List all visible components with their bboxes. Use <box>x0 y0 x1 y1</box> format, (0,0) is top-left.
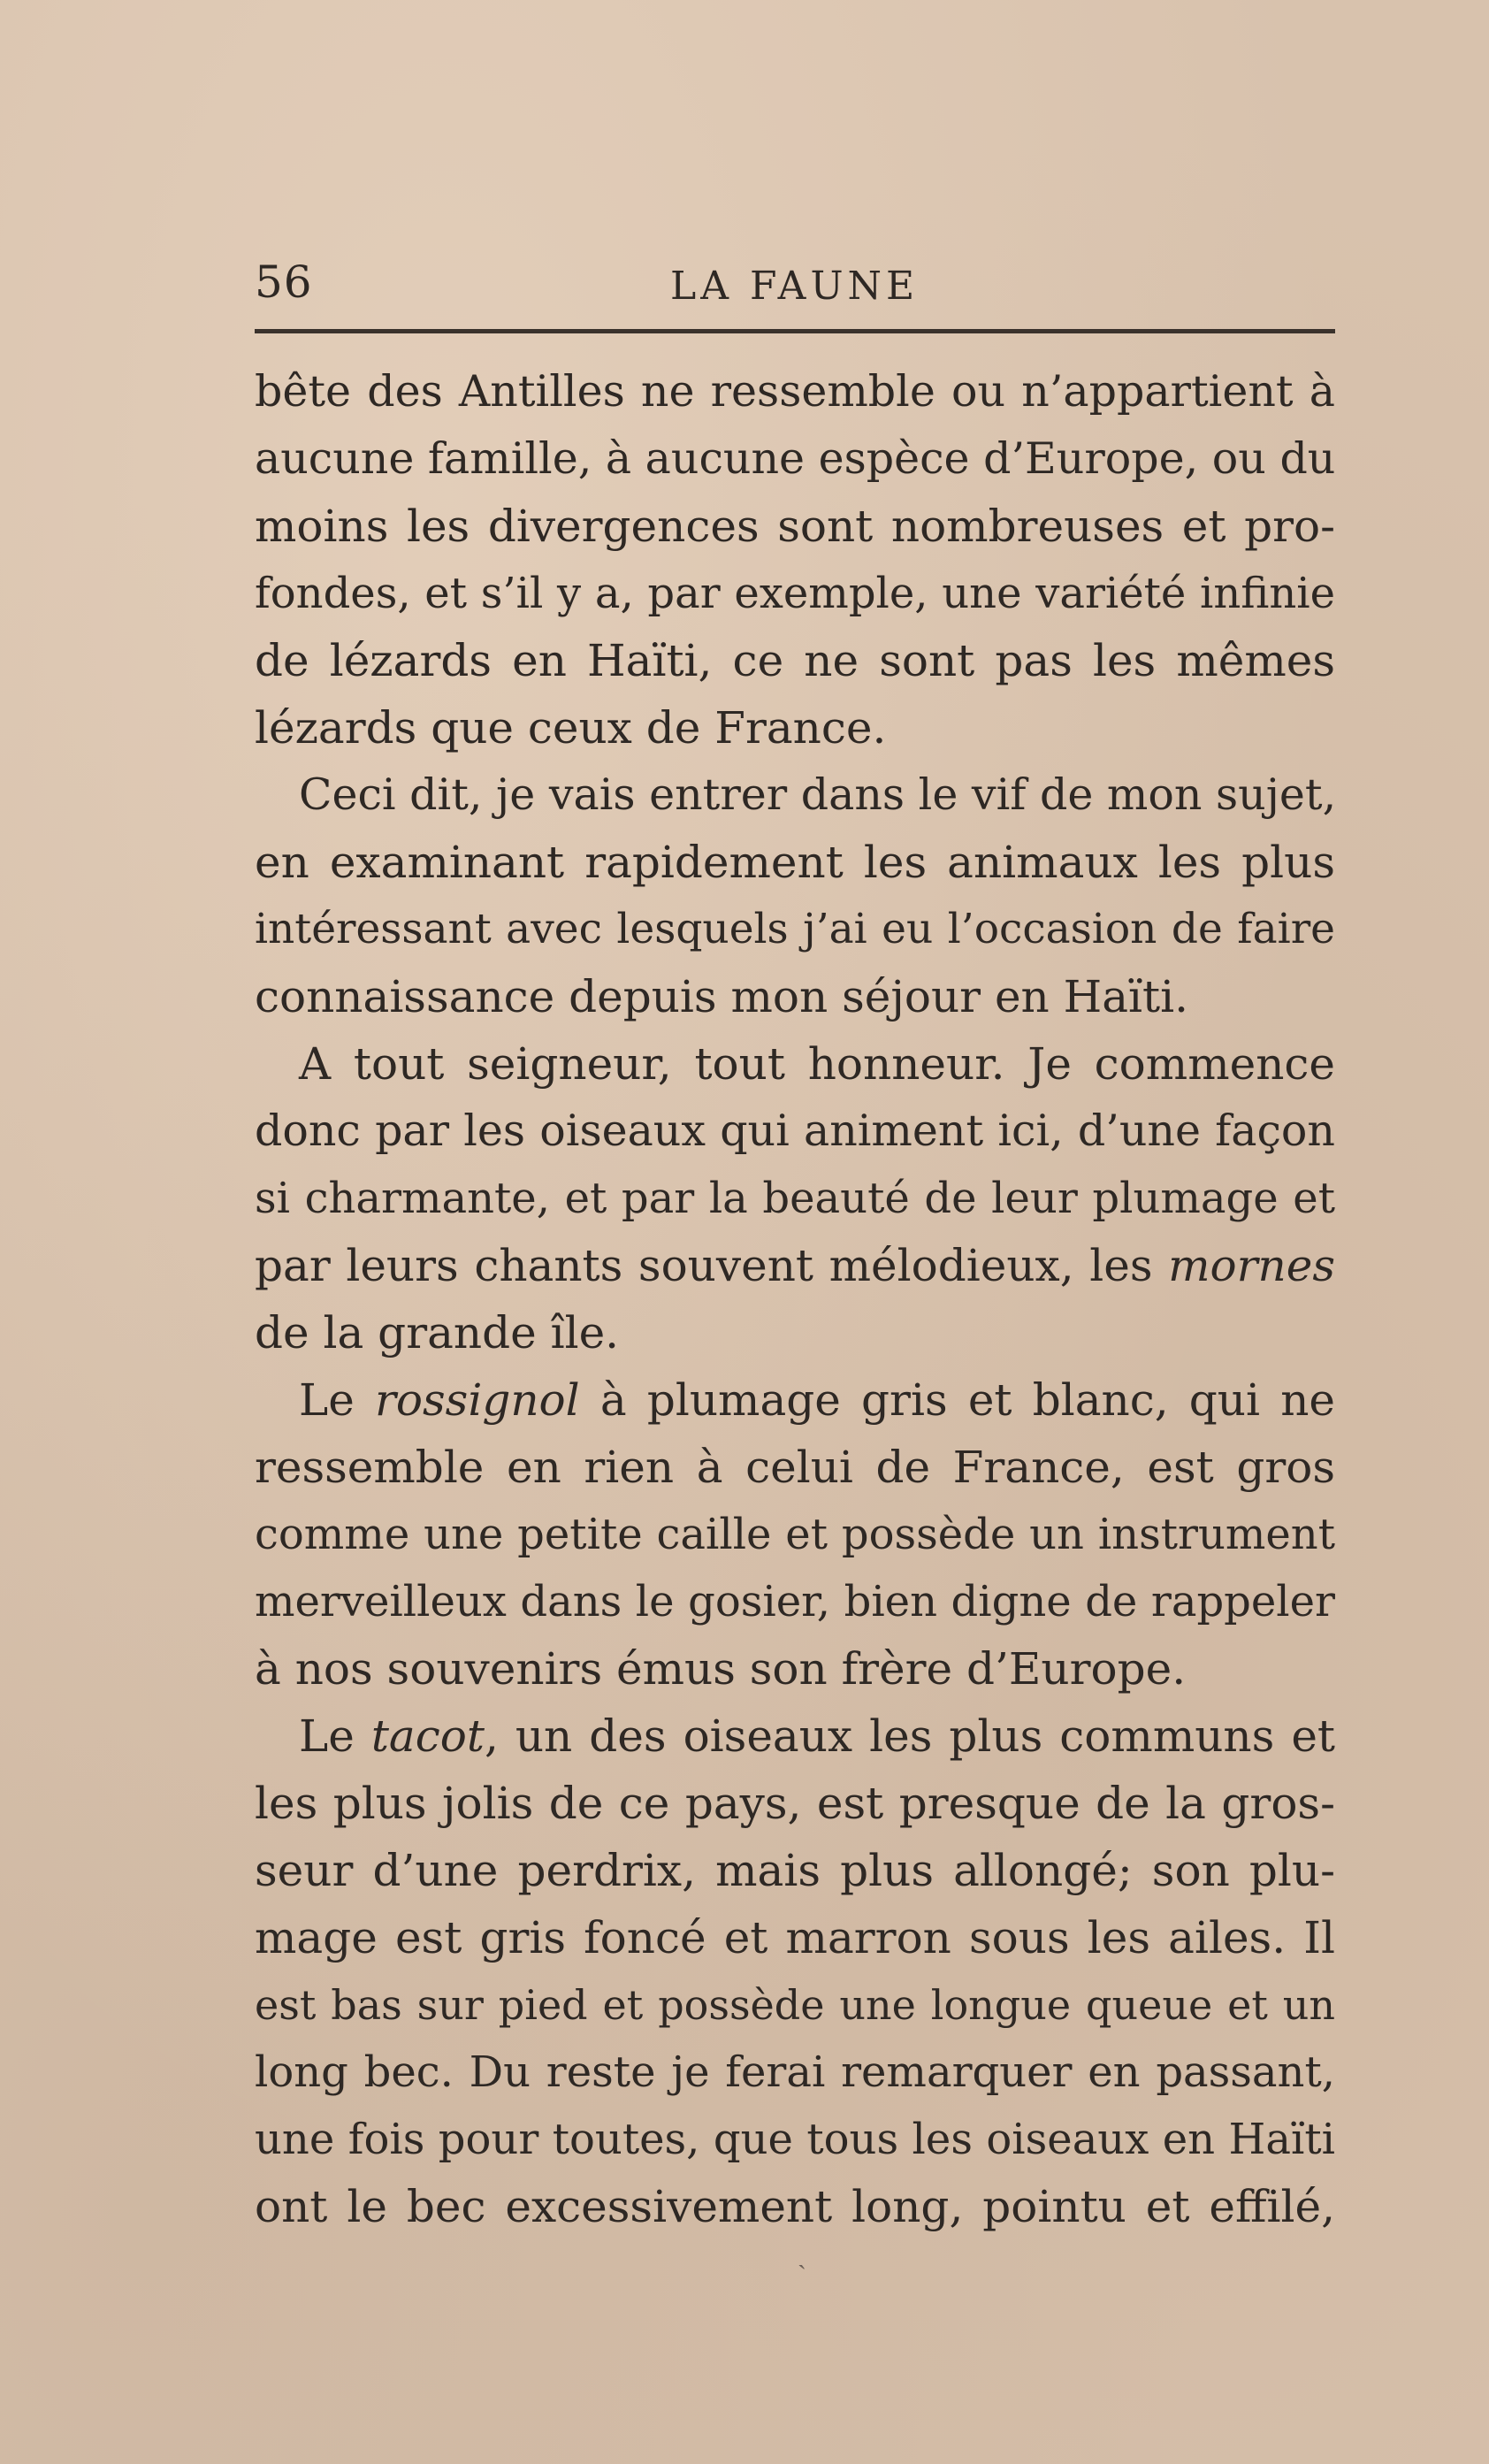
text-line: seur d’une perdrix, mais plus allongé; son plu- <box>255 1845 1335 1896</box>
text-line: bête des Antilles ne ressemble ou n’appartient à <box>255 366 1335 417</box>
text-line: les plus jolis de ce pays, est presque de la gros- <box>255 1778 1335 1829</box>
header-title: LA FAUNE <box>670 264 920 309</box>
text-line: en examinant rapidement les animaux les plus <box>255 837 1335 888</box>
text-line: aucune famille, à aucune espèce d’Europe, ou du <box>255 433 1336 484</box>
text-line: mage est gris foncé et marron sous les ailes. Il <box>255 1912 1335 1963</box>
text-line: comme une petite caille et possède un instrument <box>255 1510 1335 1559</box>
text-segment: Le <box>299 1374 375 1426</box>
text-segment: Le <box>299 1710 371 1762</box>
text-segment: à plumage gris et blanc, qui ne <box>579 1374 1335 1426</box>
text-line: connaissance depuis mon séjour en Haïti. <box>255 971 1189 1022</box>
text-line: de lézards en Haïti, ce ne sont pas les mêmes <box>255 635 1335 686</box>
text-line: merveilleux dans le gosier, bien digne de rappeler <box>255 1577 1335 1626</box>
text-line: long bec. Du reste je ferai remarquer en passant, <box>255 2047 1335 2097</box>
text-line: moins les divergences sont nombreuses et pro- <box>255 501 1335 552</box>
text-line: de la grande île. <box>255 1307 620 1358</box>
italic-term: mornes <box>1168 1240 1335 1291</box>
text-line <box>255 1366 1335 1434</box>
text-line: si charmante, et par la beauté de leur plumage et <box>255 1174 1335 1223</box>
text-segment: par leurs chants souvent mélodieux, les <box>255 1240 1169 1291</box>
running-head <box>255 256 1335 333</box>
text-line: donc par les oiseaux qui animent ici, d’une façon <box>255 1106 1335 1156</box>
text-line: à nos souvenirs émus son frère d’Europe. <box>255 1643 1187 1695</box>
text-line <box>255 1703 1335 1770</box>
page-number: 56 <box>255 256 313 308</box>
text-segment: , un des oiseaux les plus communs et <box>484 1710 1336 1762</box>
text-line: ont le bec excessivement long, pointu et effilé, <box>255 2181 1335 2232</box>
text-line: est bas sur pied et possède une longue queue et un <box>255 1981 1335 2029</box>
italic-term: rossignol <box>375 1374 580 1426</box>
text-line: A tout seigneur, tout honneur. Je commence <box>299 1038 1335 1090</box>
text-line: intéressant avec lesquels j’ai eu l’occasion de faire <box>255 905 1335 953</box>
text-line: lézards que ceux de France. <box>255 702 887 754</box>
text-line: fondes, et s’il y a, par exemple, une variété infinie <box>255 569 1335 618</box>
paper-speck-icon: ˏ <box>798 2239 806 2270</box>
text-line: ressemble en rien à celui de France, est gros <box>255 1442 1335 1493</box>
text-line: Ceci dit, je vais entrer dans le vif de mon sujet, <box>299 769 1337 820</box>
text-line: une fois pour toutes, que tous les oiseaux en Haïti <box>255 2115 1335 2164</box>
italic-term: tacot <box>370 1710 485 1762</box>
body-text <box>255 358 1335 2240</box>
text-line <box>255 1232 1335 1299</box>
